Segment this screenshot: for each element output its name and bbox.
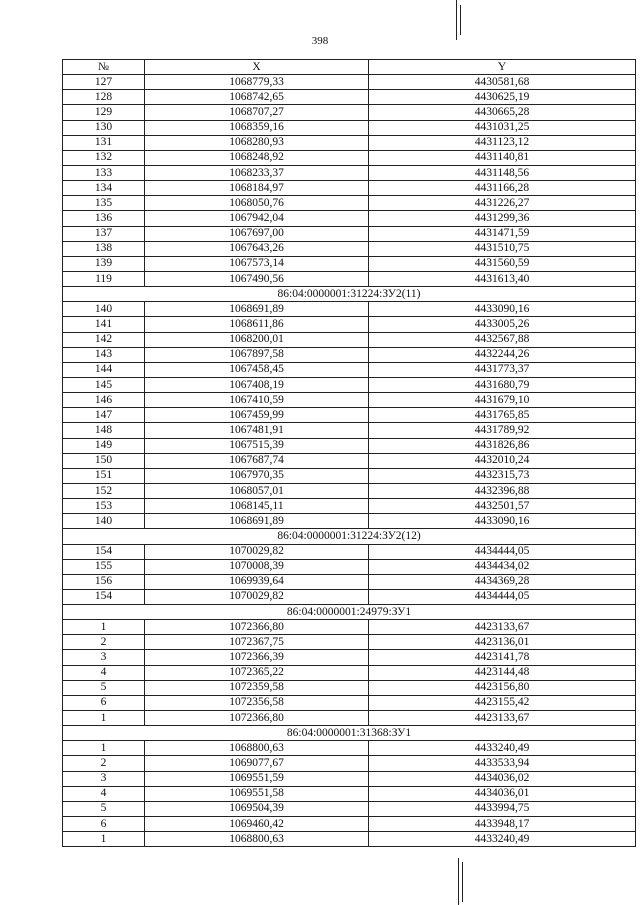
point-number: 154 [63, 544, 145, 559]
section-title: 86:04:0000001:31224:ЗУ2(12) [63, 529, 636, 544]
point-number: 139 [63, 256, 145, 271]
y-coordinate: 4431166,28 [369, 181, 636, 196]
point-number: 129 [63, 105, 145, 120]
table-row [63, 211, 636, 226]
x-coordinate: 1070029,82 [145, 544, 369, 559]
y-coordinate: 4433948,17 [369, 817, 636, 832]
point-number: 4 [63, 665, 145, 680]
x-coordinate: 1067459,99 [145, 408, 369, 423]
point-number: 2 [63, 635, 145, 650]
x-coordinate: 1069551,59 [145, 771, 369, 786]
point-number: 144 [63, 362, 145, 377]
y-coordinate: 4430625,19 [369, 90, 636, 105]
y-coordinate: 4423144,48 [369, 665, 636, 680]
point-number: 141 [63, 317, 145, 332]
x-coordinate: 1067970,35 [145, 468, 369, 483]
x-coordinate: 1072366,80 [145, 620, 369, 635]
table-row [63, 801, 636, 816]
x-coordinate: 1068248,92 [145, 150, 369, 165]
x-coordinate: 1069077,67 [145, 756, 369, 771]
point-number: 2 [63, 756, 145, 771]
y-coordinate: 4431680,79 [369, 377, 636, 392]
table-row [63, 408, 636, 423]
x-coordinate: 1068200,01 [145, 332, 369, 347]
point-number: 151 [63, 468, 145, 483]
point-number: 143 [63, 347, 145, 362]
point-number: 145 [63, 377, 145, 392]
section-row [63, 605, 636, 620]
point-number: 154 [63, 589, 145, 604]
x-coordinate: 1072359,58 [145, 680, 369, 695]
point-number: 6 [63, 817, 145, 832]
point-number: 131 [63, 135, 145, 150]
point-number: 3 [63, 771, 145, 786]
table-row [63, 499, 636, 514]
table-body [63, 75, 636, 847]
table-row [63, 362, 636, 377]
point-number: 130 [63, 120, 145, 135]
x-coordinate: 1068779,33 [145, 75, 369, 90]
coordinates-table [62, 59, 636, 847]
y-coordinate: 4434444,05 [369, 544, 636, 559]
y-coordinate: 4431140,81 [369, 150, 636, 165]
point-number: 155 [63, 559, 145, 574]
point-number: 136 [63, 211, 145, 226]
header-x: X [145, 60, 369, 75]
point-number: 4 [63, 786, 145, 801]
table-row [63, 635, 636, 650]
x-coordinate: 1067942,04 [145, 211, 369, 226]
x-coordinate: 1068611,86 [145, 317, 369, 332]
point-number: 147 [63, 408, 145, 423]
scan-artifact-line [460, 5, 461, 35]
table-row [63, 756, 636, 771]
table-row [63, 574, 636, 589]
header-number: № [63, 60, 145, 75]
table-row [63, 241, 636, 256]
x-coordinate: 1068691,89 [145, 514, 369, 529]
x-coordinate: 1069939,64 [145, 574, 369, 589]
table-row [63, 377, 636, 392]
y-coordinate: 4423133,67 [369, 620, 636, 635]
point-number: 153 [63, 499, 145, 514]
table-row [63, 483, 636, 498]
table-row [63, 514, 636, 529]
x-coordinate: 1068707,27 [145, 105, 369, 120]
y-coordinate: 4434036,02 [369, 771, 636, 786]
table-row [63, 75, 636, 90]
x-coordinate: 1068742,65 [145, 90, 369, 105]
point-number: 146 [63, 393, 145, 408]
point-number: 119 [63, 271, 145, 286]
table-row [63, 135, 636, 150]
table-row [63, 665, 636, 680]
x-coordinate: 1068800,63 [145, 832, 369, 847]
table-row [63, 468, 636, 483]
y-coordinate: 4431765,85 [369, 408, 636, 423]
table-row [63, 120, 636, 135]
x-coordinate: 1067410,59 [145, 393, 369, 408]
point-number: 127 [63, 75, 145, 90]
y-coordinate: 4423141,78 [369, 650, 636, 665]
x-coordinate: 1067515,39 [145, 438, 369, 453]
table-row [63, 165, 636, 180]
table-row [63, 302, 636, 317]
y-coordinate: 4423155,42 [369, 695, 636, 710]
point-number: 150 [63, 453, 145, 468]
y-coordinate: 4434369,28 [369, 574, 636, 589]
x-coordinate: 1067458,45 [145, 362, 369, 377]
y-coordinate: 4431123,12 [369, 135, 636, 150]
x-coordinate: 1068359,16 [145, 120, 369, 135]
y-coordinate: 4433240,49 [369, 832, 636, 847]
x-coordinate: 1067481,91 [145, 423, 369, 438]
x-coordinate: 1068184,97 [145, 181, 369, 196]
point-number: 1 [63, 711, 145, 726]
y-coordinate: 4431510,75 [369, 241, 636, 256]
table-row [63, 817, 636, 832]
y-coordinate: 4431679,10 [369, 393, 636, 408]
y-coordinate: 4433090,16 [369, 514, 636, 529]
point-number: 135 [63, 196, 145, 211]
y-coordinate: 4431471,59 [369, 226, 636, 241]
x-coordinate: 1072366,39 [145, 650, 369, 665]
point-number: 133 [63, 165, 145, 180]
table-row [63, 256, 636, 271]
x-coordinate: 1068145,11 [145, 499, 369, 514]
table-row [63, 711, 636, 726]
header-y: Y [369, 60, 636, 75]
point-number: 128 [63, 90, 145, 105]
y-coordinate: 4423133,67 [369, 711, 636, 726]
point-number: 3 [63, 650, 145, 665]
y-coordinate: 4431226,27 [369, 196, 636, 211]
table-row [63, 393, 636, 408]
table-row [63, 317, 636, 332]
y-coordinate: 4432567,88 [369, 332, 636, 347]
table-row [63, 423, 636, 438]
y-coordinate: 4423156,80 [369, 680, 636, 695]
table-row [63, 832, 636, 847]
x-coordinate: 1072356,58 [145, 695, 369, 710]
y-coordinate: 4434444,05 [369, 589, 636, 604]
x-coordinate: 1067573,14 [145, 256, 369, 271]
scan-artifact-line [458, 858, 459, 905]
x-coordinate: 1068691,89 [145, 302, 369, 317]
table-row [63, 196, 636, 211]
x-coordinate: 1067408,19 [145, 377, 369, 392]
table-row [63, 589, 636, 604]
table-row [63, 453, 636, 468]
table-row [63, 544, 636, 559]
table-row [63, 741, 636, 756]
table-row [63, 347, 636, 362]
y-coordinate: 4433090,16 [369, 302, 636, 317]
y-coordinate: 4431789,92 [369, 423, 636, 438]
y-coordinate: 4432396,88 [369, 483, 636, 498]
x-coordinate: 1067643,26 [145, 241, 369, 256]
x-coordinate: 1068233,37 [145, 165, 369, 180]
y-coordinate: 4430581,68 [369, 75, 636, 90]
point-number: 152 [63, 483, 145, 498]
table-row [63, 650, 636, 665]
x-coordinate: 1067697,00 [145, 226, 369, 241]
y-coordinate: 4431826,86 [369, 438, 636, 453]
table-row [63, 332, 636, 347]
x-coordinate: 1072367,75 [145, 635, 369, 650]
y-coordinate: 4433533,94 [369, 756, 636, 771]
point-number: 140 [63, 514, 145, 529]
y-coordinate: 4431773,37 [369, 362, 636, 377]
y-coordinate: 4431031,25 [369, 120, 636, 135]
table-row [63, 181, 636, 196]
scan-artifact-line [462, 862, 463, 902]
table-row [63, 786, 636, 801]
x-coordinate: 1069460,42 [145, 817, 369, 832]
table-row [63, 620, 636, 635]
x-coordinate: 1068057,01 [145, 483, 369, 498]
x-coordinate: 1068050,76 [145, 196, 369, 211]
point-number: 138 [63, 241, 145, 256]
table-row [63, 150, 636, 165]
section-row [63, 726, 636, 741]
point-number: 1 [63, 741, 145, 756]
y-coordinate: 4433994,75 [369, 801, 636, 816]
point-number: 140 [63, 302, 145, 317]
table-row [63, 695, 636, 710]
point-number: 5 [63, 801, 145, 816]
table-row [63, 680, 636, 695]
point-number: 134 [63, 181, 145, 196]
y-coordinate: 4432010,24 [369, 453, 636, 468]
point-number: 137 [63, 226, 145, 241]
section-row [63, 529, 636, 544]
page-number: 398 [311, 35, 329, 47]
y-coordinate: 4430665,28 [369, 105, 636, 120]
table-row [63, 90, 636, 105]
x-coordinate: 1067490,56 [145, 271, 369, 286]
x-coordinate: 1068800,63 [145, 741, 369, 756]
y-coordinate: 4431613,40 [369, 271, 636, 286]
section-title: 86:04:0000001:31224:ЗУ2(11) [63, 287, 636, 302]
table-row [63, 559, 636, 574]
y-coordinate: 4434036,01 [369, 786, 636, 801]
x-coordinate: 1069504,39 [145, 801, 369, 816]
y-coordinate: 4433240,49 [369, 741, 636, 756]
y-coordinate: 4431148,56 [369, 165, 636, 180]
table-row [63, 771, 636, 786]
y-coordinate: 4433005,26 [369, 317, 636, 332]
table-row [63, 226, 636, 241]
section-title: 86:04:0000001:24979:ЗУ1 [63, 605, 636, 620]
y-coordinate: 4432315,73 [369, 468, 636, 483]
y-coordinate: 4431299,36 [369, 211, 636, 226]
point-number: 1 [63, 620, 145, 635]
x-coordinate: 1067897,58 [145, 347, 369, 362]
table-row [63, 105, 636, 120]
point-number: 1 [63, 832, 145, 847]
x-coordinate: 1069551,58 [145, 786, 369, 801]
y-coordinate: 4434434,02 [369, 559, 636, 574]
y-coordinate: 4423136,01 [369, 635, 636, 650]
section-row [63, 287, 636, 302]
table-row [63, 271, 636, 286]
point-number: 156 [63, 574, 145, 589]
y-coordinate: 4432501,57 [369, 499, 636, 514]
point-number: 6 [63, 695, 145, 710]
point-number: 149 [63, 438, 145, 453]
point-number: 148 [63, 423, 145, 438]
point-number: 5 [63, 680, 145, 695]
x-coordinate: 1070029,82 [145, 589, 369, 604]
point-number: 132 [63, 150, 145, 165]
x-coordinate: 1072365,22 [145, 665, 369, 680]
point-number: 142 [63, 332, 145, 347]
x-coordinate: 1070008,39 [145, 559, 369, 574]
y-coordinate: 4432244,26 [369, 347, 636, 362]
table-header [63, 60, 636, 75]
x-coordinate: 1072366,80 [145, 711, 369, 726]
x-coordinate: 1068280,93 [145, 135, 369, 150]
x-coordinate: 1067687,74 [145, 453, 369, 468]
section-title: 86:04:0000001:31368:ЗУ1 [63, 726, 636, 741]
scan-artifact-line [456, 0, 457, 40]
y-coordinate: 4431560,59 [369, 256, 636, 271]
table-row [63, 438, 636, 453]
